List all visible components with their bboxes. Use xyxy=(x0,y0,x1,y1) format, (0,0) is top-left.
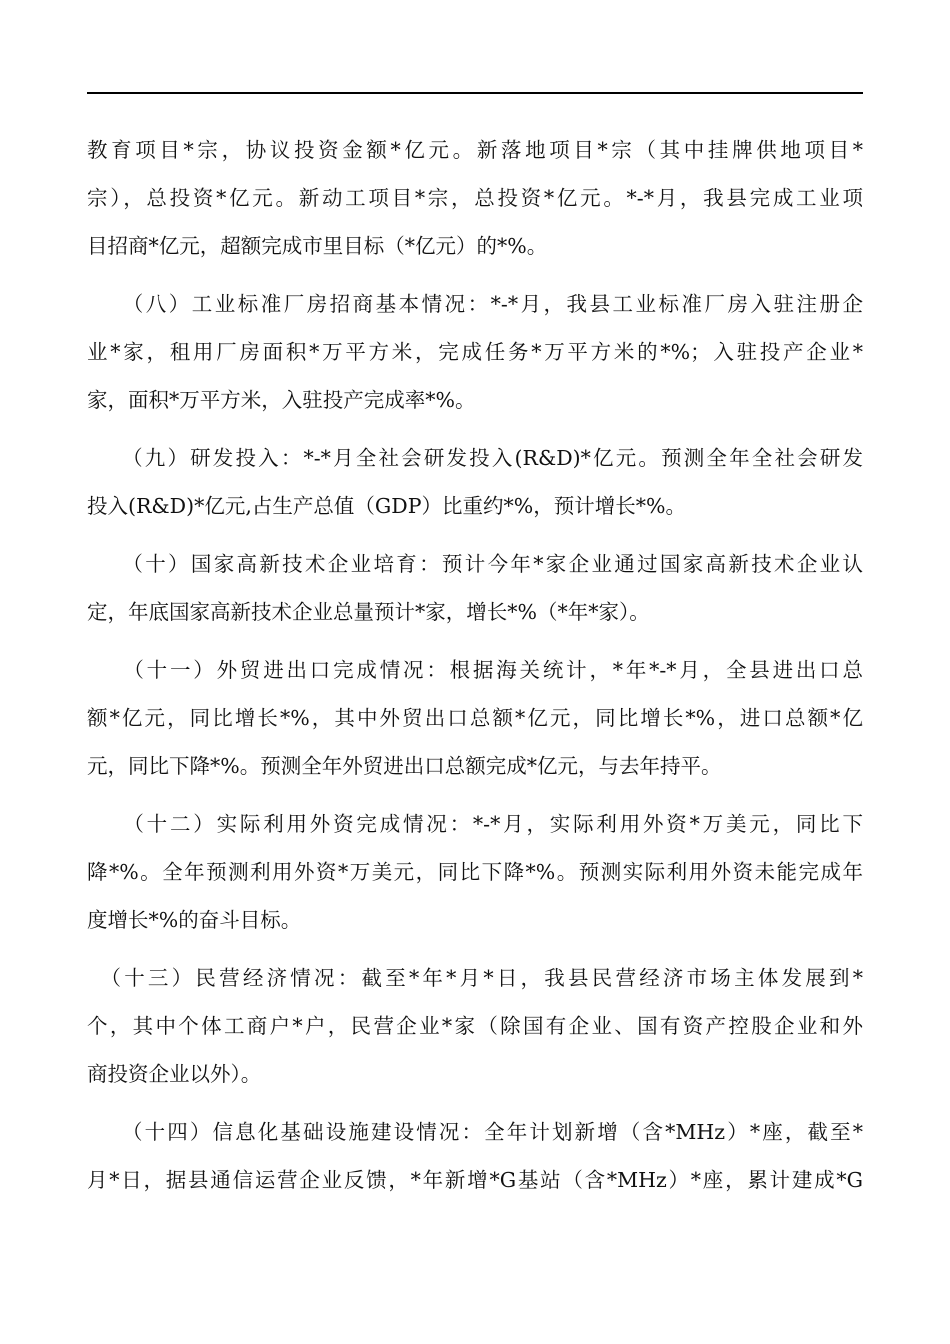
text-line: 定，年底国家高新技术企业总量预计*家，增长*%（*年*家）。 xyxy=(87,600,650,624)
text-line: （九）研发投入：*-*月全社会研发投入(R&D)*亿元。预测全年全社会研发 xyxy=(87,446,863,470)
text-line: （八）工业标准厂房招商基本情况：*-*月，我县工业标准厂房入驻注册企 xyxy=(87,292,863,316)
text-line: 宗），总投资*亿元。新动工项目*宗，总投资*亿元。*-*月，我县完成工业项 xyxy=(87,186,863,210)
text-line: 降*%。全年预测利用外资*万美元，同比下降*%。预测实际利用外资未能完成年 xyxy=(87,860,863,884)
text-line: 额*亿元，同比增长*%，其中外贸出口总额*亿元，同比增长*%，进口总额*亿 xyxy=(87,706,863,730)
text-line: 教育项目*宗，协议投资金额*亿元。新落地项目*宗（其中挂牌供地项目* xyxy=(87,138,863,162)
paragraph-projects xyxy=(87,126,863,270)
text-line: 家，面积*万平方米，入驻投产完成率*%。 xyxy=(87,388,476,412)
text-line: 元，同比下降*%。预测全年外贸进出口总额完成*亿元，与去年持平。 xyxy=(87,754,722,778)
paragraph-high-tech xyxy=(87,540,863,636)
text-line: 月*日，据县通信运营企业反馈，*年新增*G基站（含*MHz）*座，累计建成*G xyxy=(87,1168,863,1192)
text-line: 个，其中个体工商户*户，民营企业*家（除国有企业、国有资产控股企业和外 xyxy=(87,1014,863,1038)
paragraph-infrastructure xyxy=(87,1108,863,1204)
paragraph-standard-factory xyxy=(87,280,863,424)
text-line: （十三）民营经济情况：截至*年*月*日，我县民营经济市场主体发展到* xyxy=(87,966,863,990)
text-line: 目招商*亿元，超额完成市里目标（*亿元）的*%。 xyxy=(87,234,548,258)
header-rule xyxy=(87,92,863,94)
text-line: 度增长*%的奋斗目标。 xyxy=(87,908,302,932)
body-text xyxy=(87,126,863,1204)
text-line: 投入(R&D)*亿元,占生产总值（GDP）比重约*%，预计增长*%。 xyxy=(87,494,686,518)
text-line: （十一）外贸进出口完成情况：根据海关统计，*年*-*月，全县进出口总 xyxy=(87,658,863,682)
paragraph-rd-investment xyxy=(87,434,863,530)
paragraph-private-economy xyxy=(87,954,863,1098)
text-line: （十）国家高新技术企业培育：预计今年*家企业通过国家高新技术企业认 xyxy=(87,552,863,576)
paragraph-foreign-trade xyxy=(87,646,863,790)
text-line: （十二）实际利用外资完成情况：*-*月，实际利用外资*万美元，同比下 xyxy=(87,812,863,836)
text-line: 业*家，租用厂房面积*万平方米，完成任务*万平方米的*%；入驻投产企业* xyxy=(87,340,863,364)
text-line: （十四）信息化基础设施建设情况：全年计划新增（含*MHz）*座，截至* xyxy=(87,1120,863,1144)
paragraph-foreign-capital xyxy=(87,800,863,944)
text-line: 商投资企业以外）。 xyxy=(87,1062,262,1086)
